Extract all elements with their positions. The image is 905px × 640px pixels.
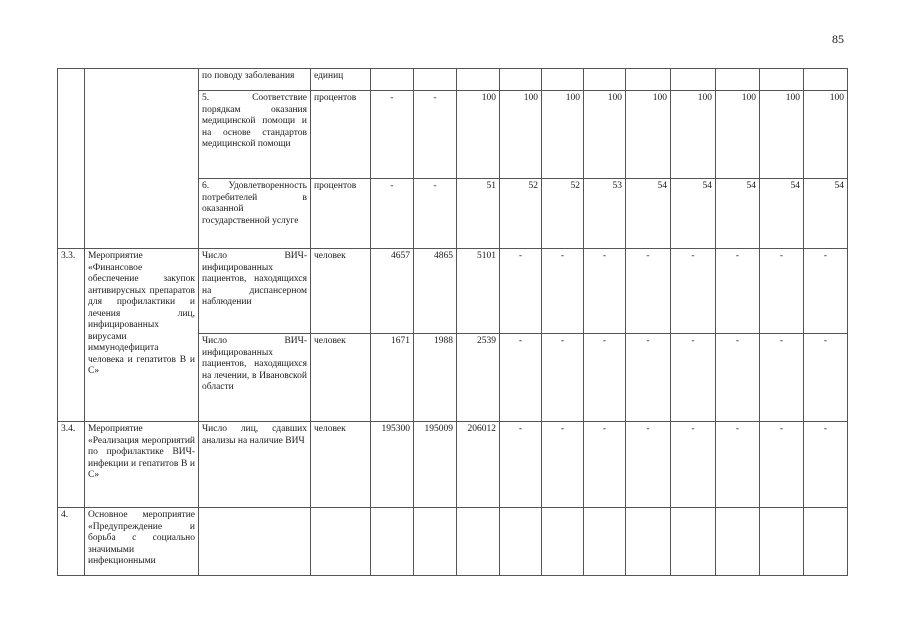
table-row bbox=[58, 69, 848, 91]
value-cell: - bbox=[414, 179, 457, 249]
value-cell: - bbox=[626, 334, 671, 422]
row-number-cell bbox=[58, 69, 85, 249]
indicator-cell: Число ВИЧ-инфицированных пациентов, находящихся на лечении, в Ивановской области bbox=[199, 334, 311, 422]
value-cell: - bbox=[371, 179, 414, 249]
value-cell: - bbox=[671, 334, 716, 422]
value-cell: - bbox=[584, 249, 626, 334]
activity-cell bbox=[85, 69, 199, 249]
unit-cell: человек bbox=[311, 334, 371, 422]
value-cell bbox=[371, 508, 414, 576]
value-cell bbox=[414, 69, 457, 91]
value-cell: 51 bbox=[457, 179, 500, 249]
table-row bbox=[58, 422, 848, 508]
value-cell: 1671 bbox=[371, 334, 414, 422]
value-cell: 54 bbox=[626, 179, 671, 249]
value-cell: 52 bbox=[542, 179, 584, 249]
value-cell: 5101 bbox=[457, 249, 500, 334]
unit-cell: человек bbox=[311, 422, 371, 508]
value-cell: 54 bbox=[671, 179, 716, 249]
value-cell: 206012 bbox=[457, 422, 500, 508]
value-cell: 1988 bbox=[414, 334, 457, 422]
value-cell bbox=[760, 508, 804, 576]
value-cell: 100 bbox=[584, 91, 626, 179]
value-cell bbox=[500, 508, 542, 576]
value-cell: 4657 bbox=[371, 249, 414, 334]
value-cell bbox=[804, 508, 848, 576]
value-cell: - bbox=[716, 249, 760, 334]
value-cell: - bbox=[760, 249, 804, 334]
value-cell bbox=[626, 69, 671, 91]
value-cell: - bbox=[542, 334, 584, 422]
value-cell: - bbox=[716, 334, 760, 422]
indicator-cell: по поводу заболевания bbox=[199, 69, 311, 91]
value-cell: 100 bbox=[804, 91, 848, 179]
activity-cell: Мероприятие «Финансовое обеспечение закупок антивирусных препаратов для профилактики и лечения лиц, инфицированных вирусами иммунодефицита человека и гепатитов В и С» bbox=[85, 249, 199, 422]
value-cell bbox=[716, 508, 760, 576]
value-cell bbox=[414, 508, 457, 576]
table-row bbox=[58, 508, 848, 576]
value-cell: - bbox=[716, 422, 760, 508]
value-cell bbox=[716, 69, 760, 91]
indicator-cell: Число лиц, сдавших анализы на наличие ВИЧ bbox=[199, 422, 311, 508]
indicator-cell: 6. Удовлетворенность потребителей в оказанной государственной услуге bbox=[199, 179, 311, 249]
value-cell: 53 bbox=[584, 179, 626, 249]
row-number-cell: 3.4. bbox=[58, 422, 85, 508]
indicator-cell bbox=[199, 508, 311, 576]
unit-cell: единиц bbox=[311, 69, 371, 91]
value-cell: - bbox=[760, 334, 804, 422]
value-cell: 100 bbox=[716, 91, 760, 179]
value-cell bbox=[626, 508, 671, 576]
value-cell: - bbox=[371, 91, 414, 179]
value-cell bbox=[371, 69, 414, 91]
unit-cell: процентов bbox=[311, 179, 371, 249]
value-cell: - bbox=[542, 422, 584, 508]
activity-cell: Мероприятие «Реализация мероприятий по профилактике ВИЧ-инфекции и гепатитов В и С» bbox=[85, 422, 199, 508]
value-cell bbox=[500, 69, 542, 91]
indicator-cell: Число ВИЧ-инфицированных пациентов, находящихся на диспансерном наблюдении bbox=[199, 249, 311, 334]
value-cell: 2539 bbox=[457, 334, 500, 422]
value-cell: 54 bbox=[804, 179, 848, 249]
value-cell: 52 bbox=[500, 179, 542, 249]
value-cell: 100 bbox=[760, 91, 804, 179]
value-cell: - bbox=[760, 422, 804, 508]
value-cell: 4865 bbox=[414, 249, 457, 334]
value-cell: - bbox=[804, 422, 848, 508]
value-cell: - bbox=[626, 249, 671, 334]
value-cell: - bbox=[500, 422, 542, 508]
table-row bbox=[58, 249, 848, 334]
row-number-cell: 4. bbox=[58, 508, 85, 576]
value-cell bbox=[542, 69, 584, 91]
value-cell: 100 bbox=[626, 91, 671, 179]
value-cell: - bbox=[804, 334, 848, 422]
unit-cell: человек bbox=[311, 249, 371, 334]
value-cell: 100 bbox=[671, 91, 716, 179]
value-cell: - bbox=[584, 334, 626, 422]
value-cell bbox=[671, 508, 716, 576]
unit-cell bbox=[311, 508, 371, 576]
value-cell: - bbox=[414, 91, 457, 179]
value-cell: - bbox=[500, 334, 542, 422]
value-cell: 100 bbox=[500, 91, 542, 179]
value-cell bbox=[457, 69, 500, 91]
unit-cell: процентов bbox=[311, 91, 371, 179]
value-cell bbox=[804, 69, 848, 91]
value-cell bbox=[671, 69, 716, 91]
program-indicators-table bbox=[57, 68, 848, 576]
value-cell bbox=[542, 508, 584, 576]
value-cell: - bbox=[500, 249, 542, 334]
value-cell bbox=[584, 508, 626, 576]
value-cell bbox=[457, 508, 500, 576]
value-cell: - bbox=[584, 422, 626, 508]
value-cell bbox=[584, 69, 626, 91]
page-number: 85 bbox=[832, 32, 844, 46]
activity-cell: Основное мероприятие «Предупреждение и борьба с социально значимыми инфекционными bbox=[85, 508, 199, 576]
value-cell: - bbox=[542, 249, 584, 334]
row-number-cell: 3.3. bbox=[58, 249, 85, 422]
value-cell: - bbox=[804, 249, 848, 334]
value-cell: 54 bbox=[760, 179, 804, 249]
value-cell: - bbox=[671, 249, 716, 334]
value-cell: - bbox=[626, 422, 671, 508]
value-cell: 195300 bbox=[371, 422, 414, 508]
value-cell: 195009 bbox=[414, 422, 457, 508]
value-cell: 54 bbox=[716, 179, 760, 249]
value-cell: - bbox=[671, 422, 716, 508]
value-cell: 100 bbox=[542, 91, 584, 179]
indicator-cell: 5. Соответствие порядкам оказания медицинской помощи и на основе стандартов медицинской помощи bbox=[199, 91, 311, 179]
value-cell: 100 bbox=[457, 91, 500, 179]
value-cell bbox=[760, 69, 804, 91]
